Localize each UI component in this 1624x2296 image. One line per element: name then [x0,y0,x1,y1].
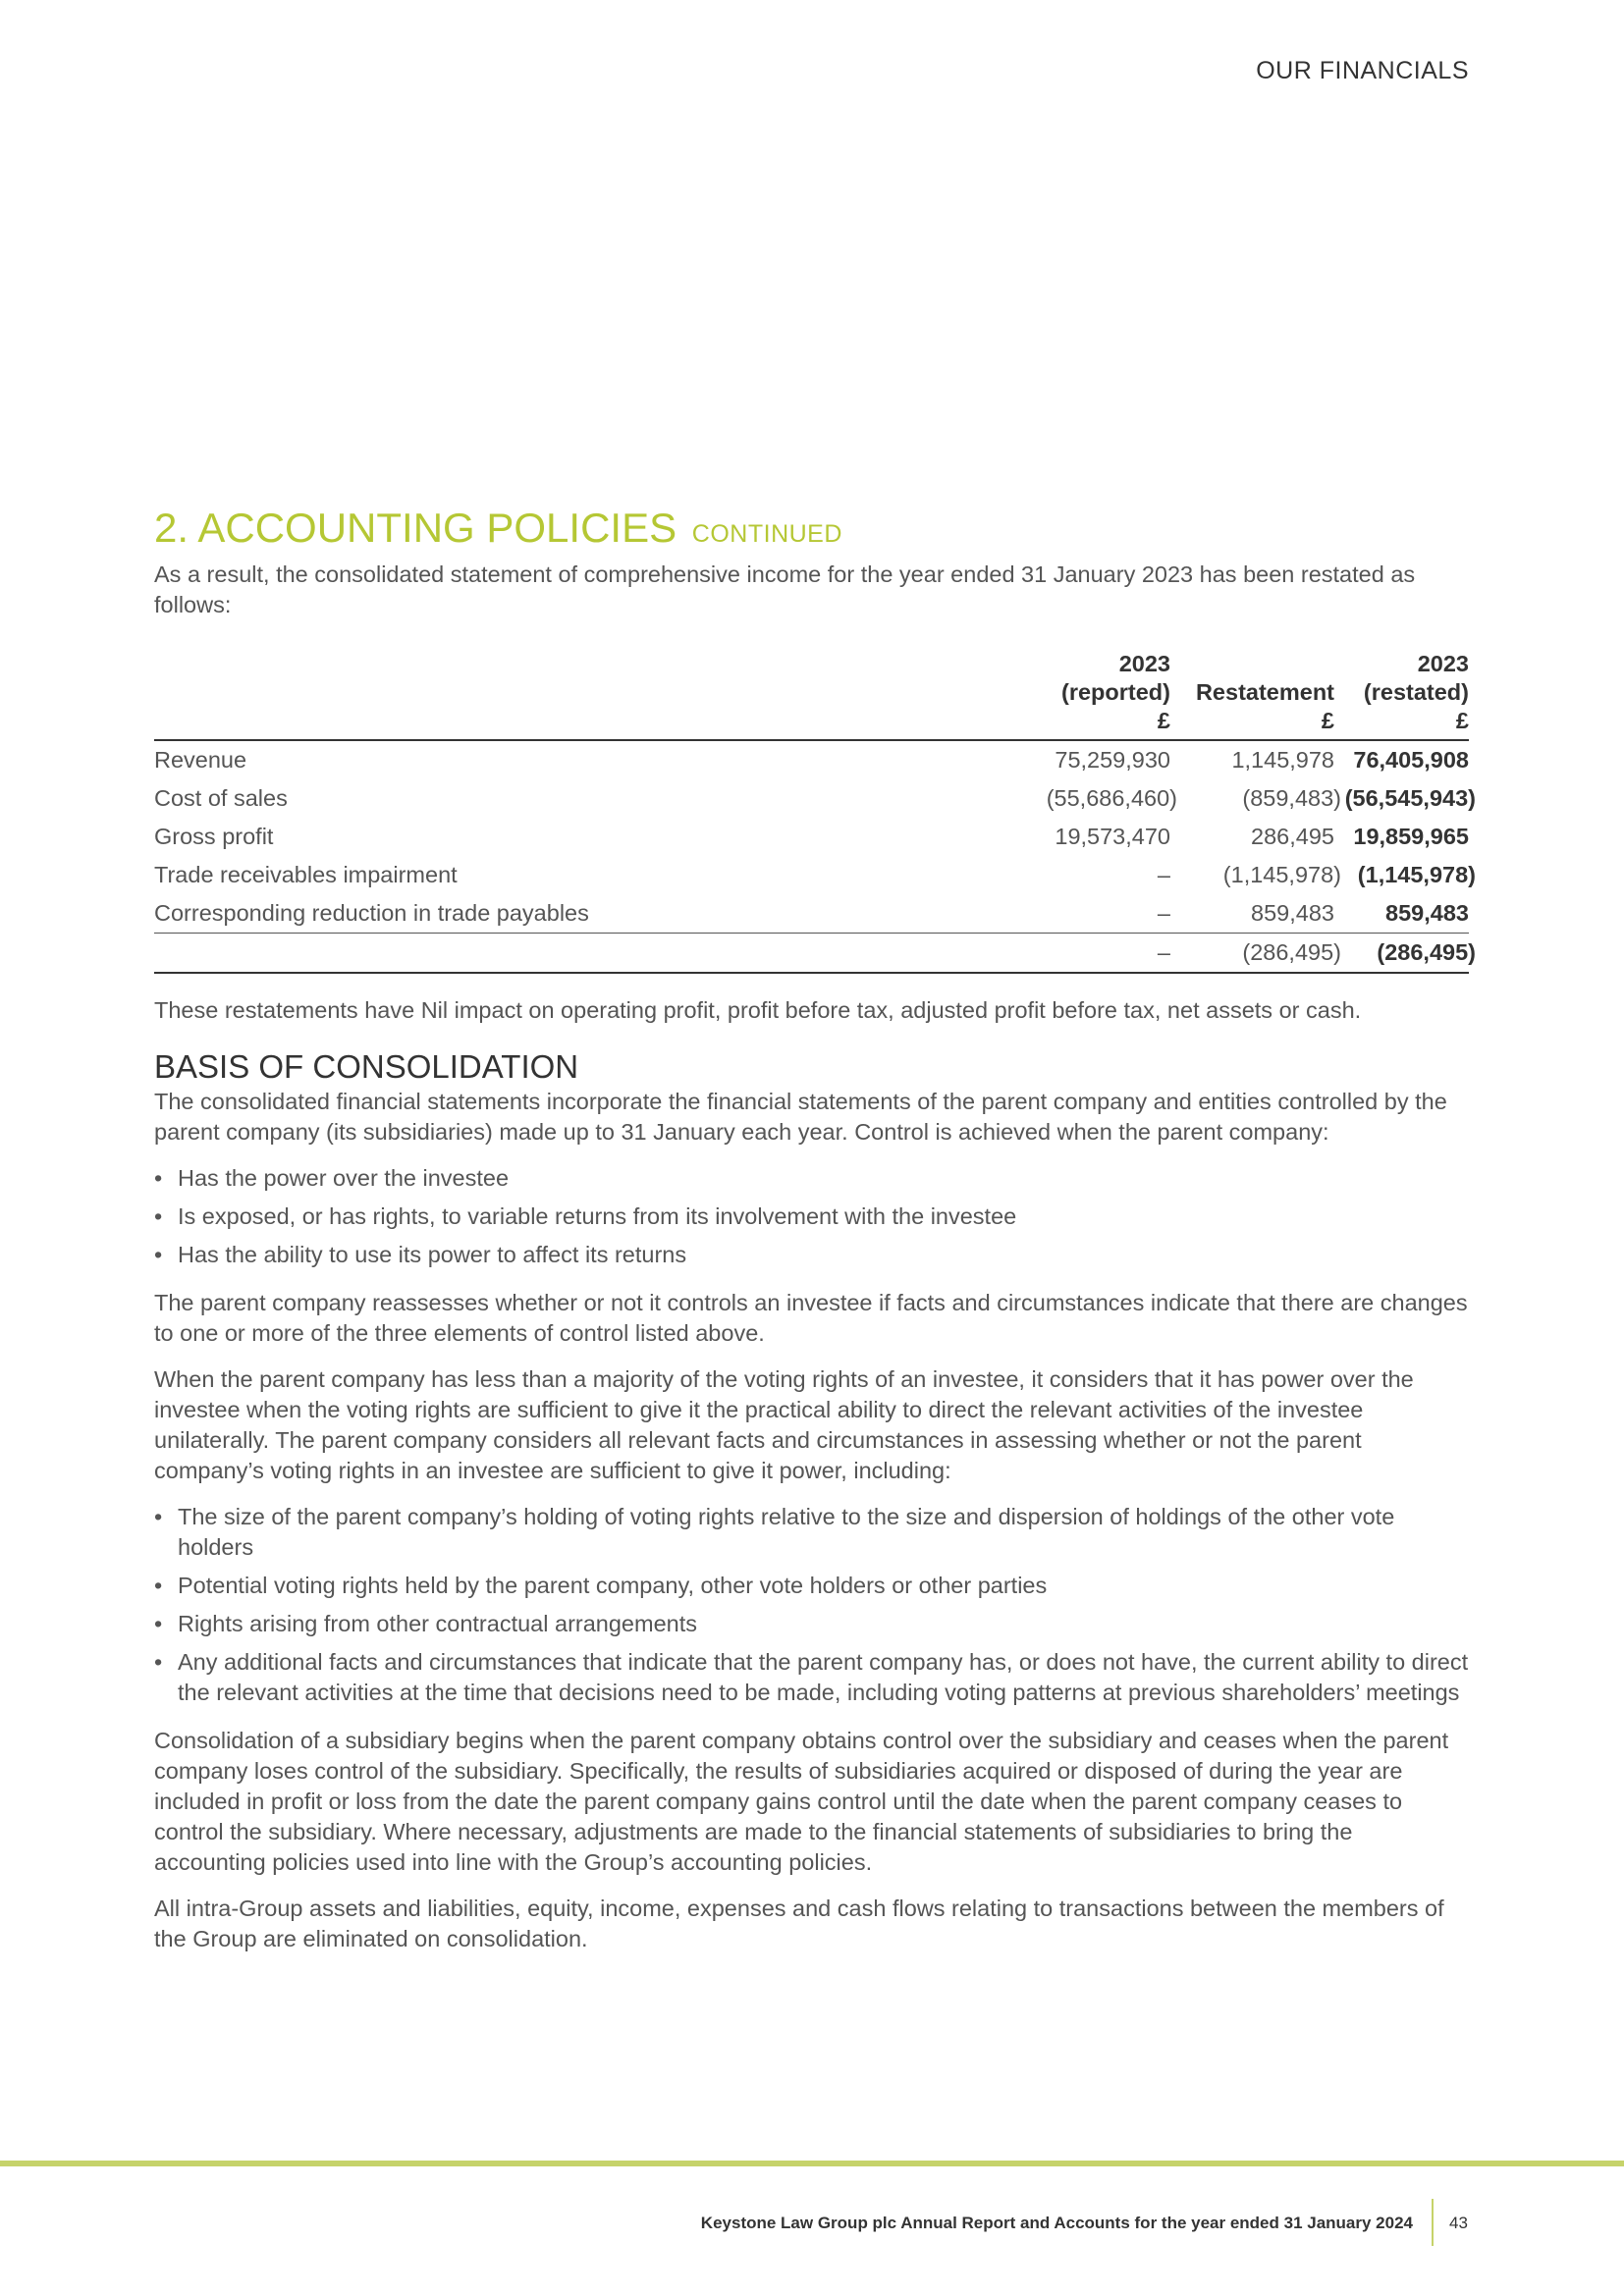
list-item: • Is exposed, or has rights, to variable returns from its involvement with the investee [154,1201,1469,1232]
page-number: 43 [1449,2214,1468,2232]
cell-reported: – [1157,862,1170,887]
basis-paragraph-4: Consolidation of a subsidiary begins when the parent company obtains control over the subsidiary and ceases when the parent company loses control of the subsidiary. Specifically, the results of subsidiaries acquired or disposed of during the year are included in profit or loss from the date the parent company gains control until the date when the parent company ceases to control the subsidiary. Where necessary, adjustments are made to the financial statements of subsidiaries to bring the accounting policies used into line with the Group’s accounting policies. [154,1728,1449,1875]
footer-text: Keystone Law Group plc Annual Report and Accounts for the year ended 31 January 2024 [700,2214,1413,2232]
table-row [154,894,1469,934]
section-heading [154,503,1469,560]
cell-restated: (56,545,943) [1344,785,1476,811]
table-row [154,856,1469,894]
list-item: • Potential voting rights held by the parent company, other vote holders or other parties [154,1571,1469,1601]
section-label: OUR FINANCIALS [1256,57,1469,84]
restatement-note: These restatements have Nil impact on operating profit, profit before tax, adjusted profit before tax, net assets or cash. [154,997,1362,1023]
row-label: Gross profit [154,824,274,849]
table-row [154,818,1469,856]
restatement-table [154,650,1476,974]
list-item: • Has the power over the investee [154,1163,1469,1194]
header-label-blank [154,650,1008,740]
cell-restatement: 1,145,978 [1231,747,1334,773]
cell-reported: – [1008,894,1170,934]
list-item: • Rights arising from other contractual arrangements [154,1609,1469,1639]
cell-reported: 75,259,930 [1055,747,1170,773]
row-label: Cost of sales [154,785,288,811]
basis-paragraph-3: When the parent company has less than a majority of the voting rights of an investee, it considers that it has power over the investee when the voting rights are sufficient to give it the practical ability to direct the relevant activities of the investee unilaterally. The parent company considers all relevant facts and circumstances in assessing whether or not the parent company’s voting rights in an investee are sufficient to give it power, including: [154,1366,1414,1483]
cell-restatement: 286,495 [1251,824,1334,849]
cell-reported: (55,686,460) [1046,785,1177,811]
cell-restated: (1,145,978) [1357,862,1476,887]
table-row [154,740,1469,779]
control-criteria-list [154,1163,1469,1270]
header-restatement: Restatement £ [1170,650,1334,740]
row-label [154,934,1008,974]
basis-paragraph-2: The parent company reassesses whether or not it controls an investee if facts and circumstances indicate that there are changes to one or more of the three elements of control listed above. [154,1290,1468,1346]
table-row [154,779,1469,818]
table-header-row [154,650,1469,740]
cell-restated: 19,859,965 [1353,824,1469,849]
voting-rights-list [154,1502,1469,1708]
section-title: 2. ACCOUNTING POLICIES [154,505,677,551]
header-reported: 2023 (reported) £ [1008,650,1170,740]
page-content [154,503,1476,1970]
cell-restated: 76,405,908 [1353,747,1469,773]
cell-restatement: (1,145,978) [1222,862,1341,887]
table-total-row [154,934,1469,974]
basis-paragraph-5: All intra-Group assets and liabilities, equity, income, expenses and cash flows relating to transactions between the members of the Group are eliminated on consolidation. [154,1896,1444,1951]
cell-restatement: (286,495) [1170,934,1334,974]
cell-restatement: (859,483) [1242,785,1341,811]
basis-paragraph-1: The consolidated financial statements incorporate the financial statements of the parent company and entities controlled by the parent company (its subsidiaries) made up to 31 January each year. Control is achieved when the parent company: [154,1089,1447,1145]
intro-paragraph: As a result, the consolidated statement of comprehensive income for the year ended 31 January 2023 has been restated as follows: [154,561,1416,617]
continued-label: CONTINUED [691,520,842,548]
row-label: Trade receivables impairment [154,862,458,887]
footer-divider [1432,2199,1434,2246]
list-item: • Has the ability to use its power to affect its returns [154,1240,1469,1270]
cell-restatement: 859,483 [1170,894,1334,934]
list-item: • The size of the parent company’s holding of voting rights relative to the size and dispersion of holdings of the other vote holders [154,1502,1469,1563]
footer-rule [0,2161,1624,2166]
row-label: Revenue [154,747,247,773]
cell-reported: – [1008,934,1170,974]
row-label: Corresponding reduction in trade payables [154,894,1008,934]
list-item: • Any additional facts and circumstances that indicate that the parent company has, or does not have, the current ability to direct the relevant activities at the time that decisions need to be made, including voting patterns at previous shareholders’ meetings [154,1647,1469,1708]
basis-heading: BASIS OF CONSOLIDATION [154,1048,579,1085]
header-restated: 2023 (restated) £ [1334,650,1469,740]
cell-restated: 859,483 [1334,894,1469,934]
cell-reported: 19,573,470 [1055,824,1170,849]
cell-restated: (286,495) [1334,934,1469,974]
